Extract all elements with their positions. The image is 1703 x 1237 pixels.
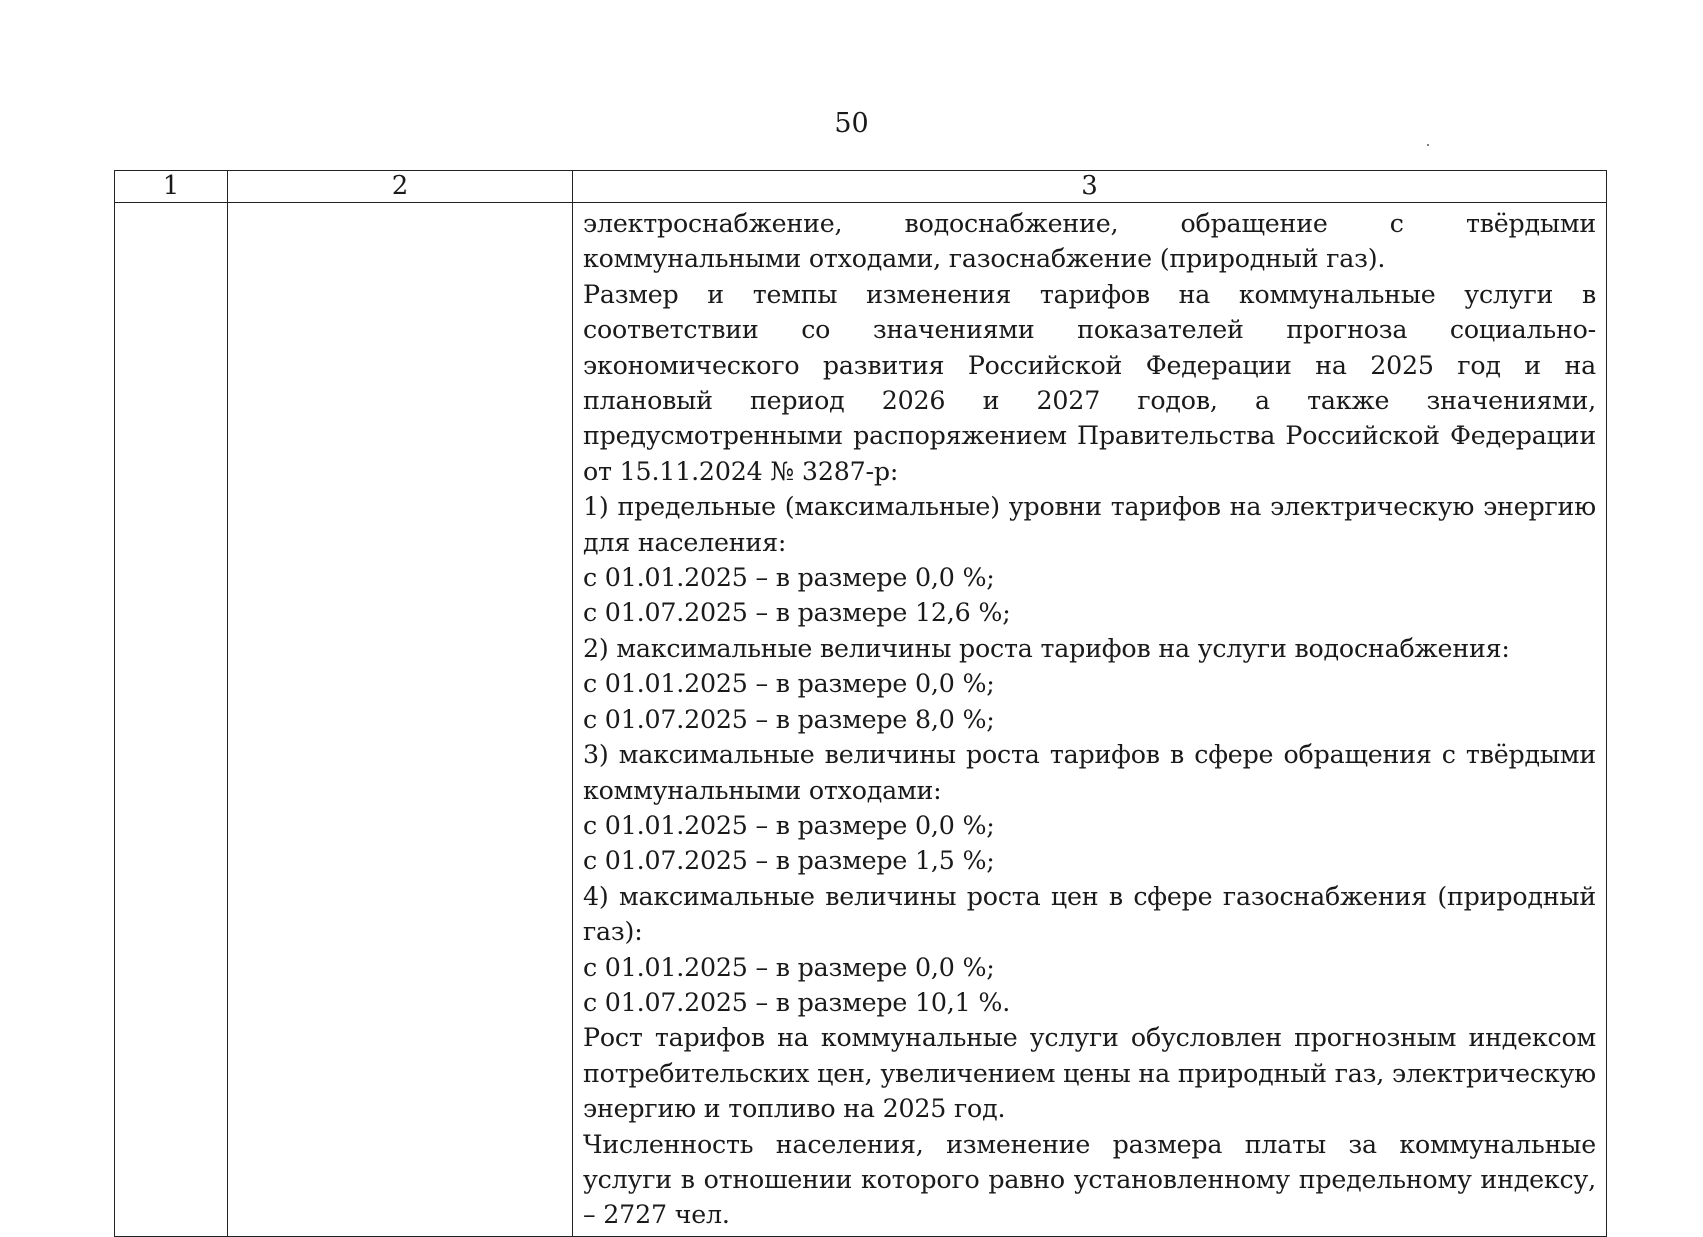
- scan-speck: [1427, 144, 1429, 146]
- paragraph-gas-jul: с 01.07.2025 – в размере 10,1 %.: [583, 987, 1011, 1017]
- table-header-cell-1: 1: [115, 171, 228, 203]
- paragraph-item-2-water: 2) максимальные величины роста тарифов на услуги водоснабжения:: [583, 633, 1510, 663]
- table-row: [115, 203, 1607, 1237]
- paragraph-electricity-jul: с 01.07.2025 – в размере 12,6 %;: [583, 598, 1011, 628]
- table-header-cell-3: 3: [573, 171, 1607, 203]
- table-cell-col2: [228, 203, 573, 1237]
- paragraph-waste-jul: с 01.07.2025 – в размере 1,5 %;: [583, 846, 995, 876]
- paragraph-item-3-waste: 3) максимальные величины роста тарифов в сфере обращения с твёрдыми коммунальными отходами:: [583, 740, 1596, 805]
- page-number: 50: [834, 108, 869, 139]
- paragraph-water-jan: с 01.01.2025 – в размере 0,0 %;: [583, 669, 995, 699]
- document-table: [114, 170, 1607, 1237]
- table-header-row: [115, 171, 1607, 203]
- paragraph-gas-jan: с 01.01.2025 – в размере 0,0 %;: [583, 952, 995, 982]
- paragraph-services-list: электроснабжение, водоснабжение, обращение с твёрдыми коммунальными отходами, газоснабжение (природный газ).: [583, 209, 1596, 274]
- paragraph-item-1-electricity: 1) предельные (максимальные) уровни тарифов на электрическую энергию для населения:: [583, 492, 1596, 557]
- paragraph-item-4-gas: 4) максимальные величины роста цен в сфере газоснабжения (природный газ):: [583, 881, 1596, 947]
- paragraph-tariff-growth-reason: Рост тарифов на коммунальные услуги обусловлен прогнозным индексом потребительских цен, увеличением цены на природный газ, электрическую энергию и топливо на 2025 год.: [583, 1023, 1596, 1124]
- table-cell-col3: [573, 203, 1607, 1237]
- paragraph-population-count: Численность населения, изменение размера платы за коммунальные услуги в отношении которого равно установленному предельному индексу, – 2727 чел.: [583, 1129, 1596, 1230]
- table-cell-col1: [115, 203, 228, 1237]
- paragraph-water-jul: с 01.07.2025 – в размере 8,0 %;: [583, 704, 995, 734]
- paragraph-waste-jan: с 01.01.2025 – в размере 0,0 %;: [583, 810, 995, 840]
- table-header-cell-2: 2: [228, 171, 573, 203]
- paragraph-electricity-jan: с 01.01.2025 – в размере 0,0 %;: [583, 563, 995, 593]
- paragraph-tariff-size: Размер и темпы изменения тарифов на коммунальные услуги в соответствии со значениями показателей прогноза социально-экономического развития Российской Федерации на 2025 год и на плановый период 2026 и 2027 годов, а также значениями, предусмотренными распоряжением Правительства Российской Федерации от 15.11.2024 № 3287-р:: [583, 279, 1596, 486]
